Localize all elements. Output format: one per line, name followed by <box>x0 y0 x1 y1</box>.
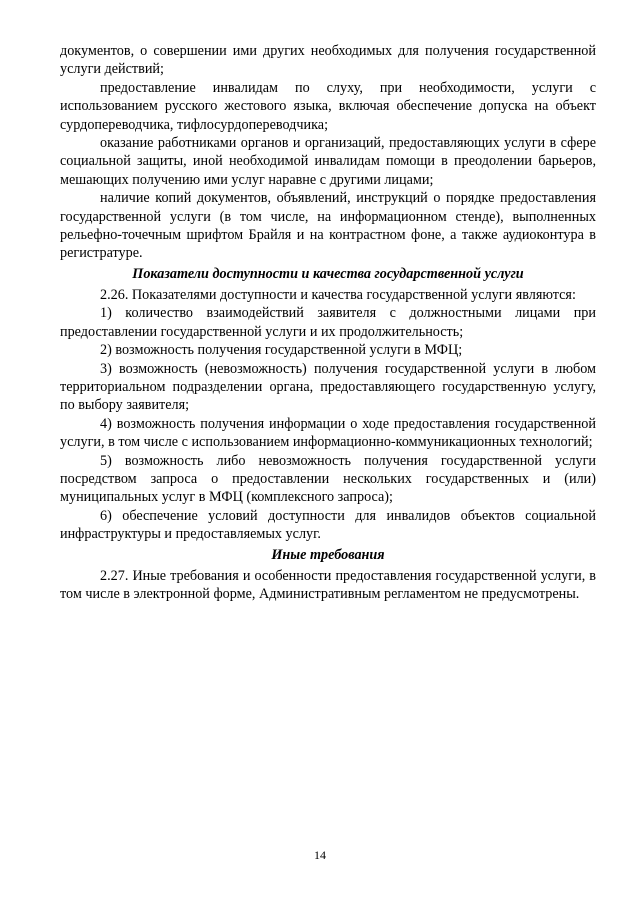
paragraph: 2.26. Показателями доступности и качества государственной услуги являются: <box>100 286 576 303</box>
paragraph: 2.27. Иные требования и особенности предоставления государственной услуги, в том числе в электронной форме, Административным регламентом не предусмотрены. <box>60 567 596 602</box>
list-item: 6) обеспечение условий доступности для инвалидов объектов социальной инфраструктуры и предоставляемых услуг. <box>60 507 596 543</box>
paragraph: наличие копий документов, объявлений, инструкций о порядке предоставления государственной услуги (в том числе, на информационном стенде), выполненных рельефно-точечным шрифтом Брайля и на контрастном фоне, а также аудиоконтура в регистратуре. <box>60 190 596 262</box>
list-item: 4) возможность получения информации о ходе предоставления государственной услуги, в том числе с использованием информационно-коммуникационных технологий; <box>60 415 596 451</box>
list-item: 3) возможность (невозможность) получения государственной услуги в любом территориальном подразделении органа, предоставляющего государственную услугу, по выбору заявителя; <box>60 360 596 414</box>
list-item: 5) возможность либо невозможность получения государственной услуги посредством запроса о предоставлении нескольких государственных и (или) муниципальных услуг в МФЦ (комплексного запроса); <box>60 452 596 506</box>
document-page <box>60 42 596 603</box>
list-item: 2) возможность получения государственной услуги в МФЦ; <box>100 342 463 359</box>
paragraph: оказание работниками органов и организаций, предоставляющих услуги в сфере социальной защиты, иной необходимой инвалидам помощи в преодолении барьеров, мешающих получению ими услуг наравне с другими лицами; <box>60 135 596 188</box>
paragraph: документов, о совершении ими других необходимых для получения государственной услуги действий; <box>60 43 596 78</box>
section-heading-accessibility: Показатели доступности и качества государственной услуги <box>132 265 524 282</box>
list-item: 1) количество взаимодействий заявителя с должностными лицами при предоставлении государственной услуги и их продолжительность; <box>60 305 596 340</box>
section-heading-other: Иные требования <box>271 546 385 563</box>
page-number: 14 <box>314 848 326 862</box>
paragraph: предоставление инвалидам по слуху, при необходимости, услуги с использованием русского жестового языка, включая обеспечение допуска на объект сурдопереводчика, тифлосурдопереводчика; <box>60 79 596 133</box>
